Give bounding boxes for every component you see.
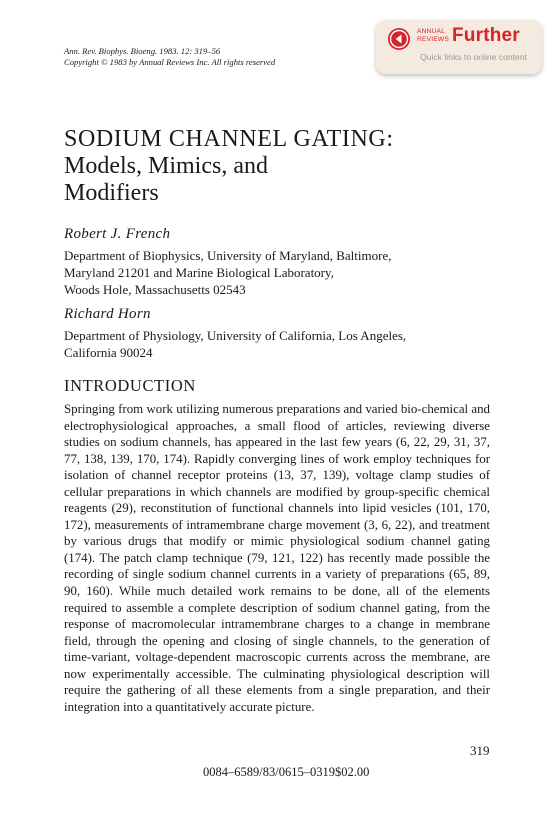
citation-line-2: Copyright © 1983 by Annual Reviews Inc. All rights reserved xyxy=(64,57,276,67)
annual-reviews-wordmark: ANNUAL REVIEWS xyxy=(417,28,450,43)
title-line-3: Modifiers xyxy=(64,180,159,206)
further-label: Further xyxy=(452,25,520,46)
citation-line-1: Ann. Rev. Biophys. Bioeng. 1983. 12: 319–56 xyxy=(64,46,221,56)
annual-reviews-further-badge[interactable] xyxy=(376,20,542,74)
annual-reviews-logo-icon xyxy=(388,28,410,50)
journal-citation xyxy=(64,46,275,68)
author-name-1: Robert J. French xyxy=(64,226,171,242)
author-name-2: Richard Horn xyxy=(64,306,151,322)
article-code: 0084–6589/83/0615–0319$02.00 xyxy=(203,765,370,779)
article-title xyxy=(64,126,394,207)
section-heading: INTRODUCTION xyxy=(64,376,196,395)
quick-links-link[interactable]: Quick links to online content xyxy=(420,52,528,62)
title-line-2: Models, Mimics, and xyxy=(64,153,268,179)
author-affiliation-1: Department of Biophysics, University of Maryland, Baltimore, Maryland 21201 and Marine Biological Laboratory, Woods Hole, Massachusetts 02543 xyxy=(64,248,392,297)
author-affiliation-2: Department of Physiology, University of California, Los Angeles, California 90024 xyxy=(64,328,407,360)
page-number: 319 xyxy=(470,743,490,758)
title-line-1: SODIUM CHANNEL GATING: xyxy=(64,126,394,152)
introduction-paragraph: Springing from work utilizing numerous preparations and varied bio-chemical and electrophysiological approaches, a small flood of articles, reviewing diverse studies on sodium channels, has appeared in the last few years (6, 22, 29, 31, 37, 77, 138, 139, 170, 174). Rapidly converging lines of work employ techniques for isolation of channel receptor proteins (13, 37, 139), voltage clamp studies of cellular preparations in which channels are modified by group-specific chemical reagents (29), reconstitution of functional channels into lipid vesicles (101, 170, 172), measurements of intramembrane charge movement (3, 6, 22), and treatment by various drugs that modify or mimic physiological sodium channel gating (174). The patch clamp technique (79, 121, 122) has recently made possible the recording of single sodium channel currents in a variety of preparations (65, 89, 90, 160). While much detailed work remains to be done, all of the elements required to assemble a complete description of sodium channel gating, from the response of macromolecular intramembrane charges to a change in membrane field, through the opening and closing of single channels, to the generation of time-variant, voltage-dependent macroscopic currents across the membrane, are now experimentally accessible. The culminating physiological description will require the gathering of all these elements from a single preparation, and their integration into a quantitatively accurate picture. xyxy=(64,402,490,714)
